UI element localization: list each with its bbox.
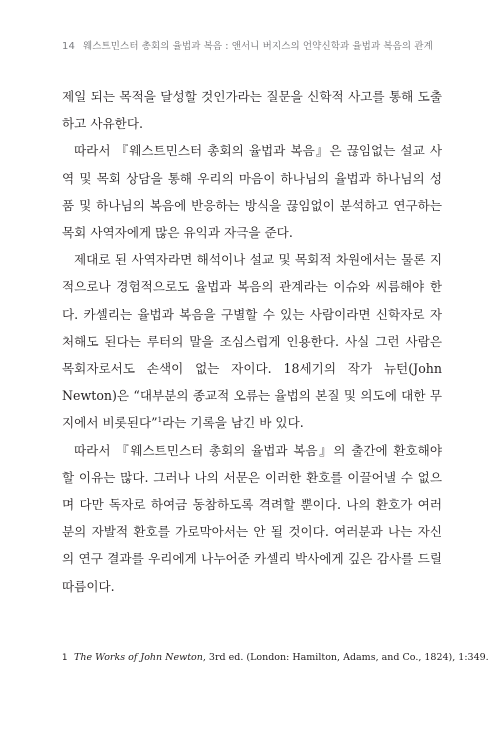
running-head [62,38,482,52]
page-number: 14 [62,41,75,52]
footnote-title: The Works of John Newton [74,652,203,663]
paragraph-3-tail: 라는 기록을 남긴 바 있다. [162,415,304,431]
paragraph-1: 제일 되는 목적을 달성할 것인가라는 질문을 신학적 사고를 통해 도출하고 사유한다. [62,89,442,132]
paragraph-3 [62,246,442,436]
paragraph-3-text: 제대로 된 사역자라면 해석이나 설교 및 목회적 차원에서는 물론 지적으로나 경험적으로도 율법과 복음의 관계라는 이슈와 씨름해야 한다. 카셀리는 율법과 복음을 구별할 수 있는 사람이라면 신학자로 자처해도 된다는 루터의 말을 조심스럽게 인용한다. 사실 그런 사람은 목회자로서도 손색이 없는 자이다. 18세기의 작가 뉴턴(John Newton)은 “대부분의 종교적 오류는 율법의 본질 및 의도에 대한 무지에서 비롯된다” [62,252,442,431]
footnote-number: 1 [62,653,68,663]
running-title: 웨스트민스터 총회의 율법과 복음 : 앤서니 버지스의 언약신학과 율법과 복음의 관계 [82,41,433,52]
paragraph-4: 따라서 『웨스트민스터 총회의 율법과 복음』의 출간에 환호해야 할 이유는 많다. 그러나 나의 서문은 이러한 환호를 이끌어낼 수 없으며 다만 독자로 하여금 동참하도록 격려할 뿐이다. 나의 환호가 여러분의 자발적 환호를 가로막아서는 안 될 것이다. 여러분과 나는 자신의 연구 결과를 우리에게 나누어준 카셀리 박사에게 깊은 감사를 드릴 따름이다. [62,442,442,594]
body-text [62,83,442,600]
footnote-reference[interactable]: 1 [157,416,163,425]
footnote [62,652,489,663]
paragraph-2: 따라서 『웨스트민스터 총회의 율법과 복음』은 끊임없는 설교 사역 및 목회 상담을 통해 우리의 마음이 하나님의 율법과 하나님의 성품 및 하나님의 복음에 반응하는 방식을 끊임없이 분석하고 연구하는 목회 사역자에게 많은 유익과 자극을 준다. [62,143,442,241]
footnote-citation: , 3rd ed. (London: Hamilton, Adams, and Co., 1824), 1:349. [202,652,489,663]
